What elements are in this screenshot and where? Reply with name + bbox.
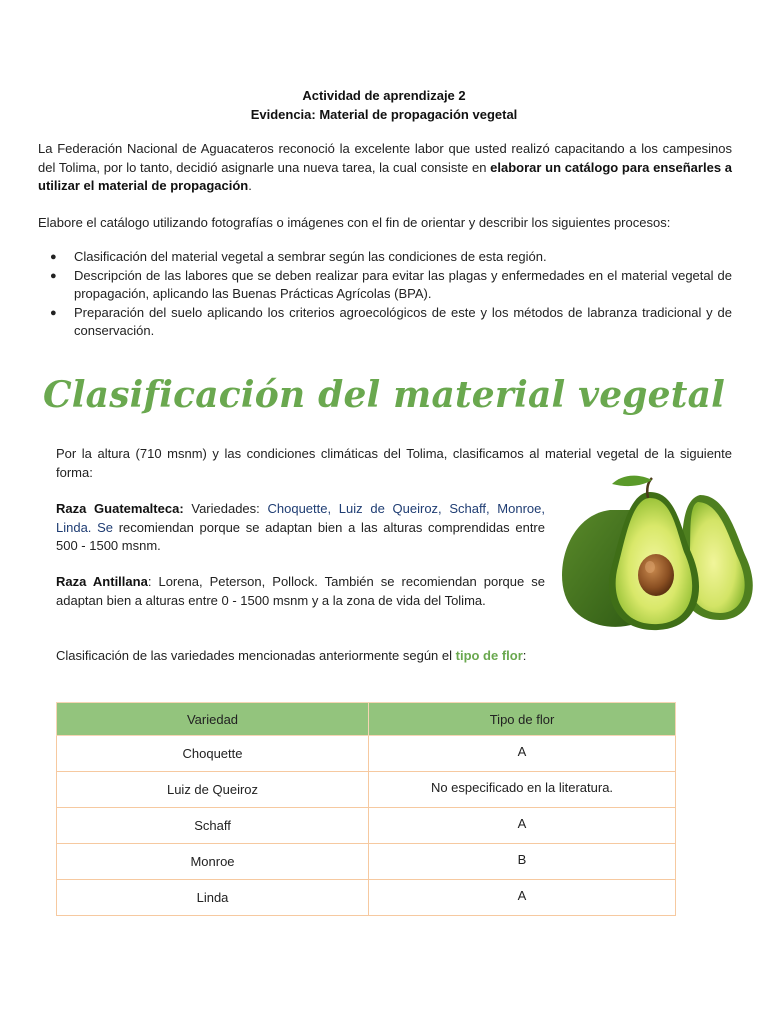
table-header-row <box>57 703 676 736</box>
flower-type-table <box>56 702 676 916</box>
intro-bold-text: elaborar un catálogo para enseñarles a utilizar el material de propagación <box>38 159 732 193</box>
flower-type-cell: A <box>369 808 676 844</box>
list-item: ● Preparación del suelo aplicando los criterios agroecológicos de este y los métodos de labranza tradicional y de conservación. <box>50 304 732 338</box>
altura-paragraph: Por la altura (710 msnm) y las condiciones climáticas del Tolima, clasificamos al material vegetal de la siguiente forma: <box>56 446 732 480</box>
guatemalteca-label: Raza Guatemalteca: <box>56 501 184 516</box>
bullet-icon: ● <box>50 269 57 282</box>
antillana-label: Raza Antillana <box>56 574 148 589</box>
variety-cell: Monroe <box>57 844 369 880</box>
table-row <box>57 808 676 844</box>
bullet-icon: ● <box>50 306 57 319</box>
guatemalteca-varieties: Choquette, Luiz de Queiroz, Schaff, Monroe, Linda. Se <box>56 501 546 535</box>
classification-line: Clasificación de las variedades mencionadas anteriormente según el tipo de flor: <box>56 648 527 663</box>
table-row <box>57 844 676 880</box>
flower-type-cell: B <box>369 844 676 880</box>
avocado-image <box>550 470 768 640</box>
table-row <box>57 736 676 772</box>
process-list <box>40 248 732 341</box>
variety-cell: Luiz de Queiroz <box>57 772 369 808</box>
variety-cell: Schaff <box>57 808 369 844</box>
column-header-tipo-flor: Tipo de flor <box>369 703 676 736</box>
variety-cell: Linda <box>57 880 369 916</box>
variety-cell: Choquette <box>57 736 369 772</box>
table-row <box>57 772 676 808</box>
flower-type-cell: No especificado en la literatura. <box>369 772 676 808</box>
list-item: ● Clasificación del material vegetal a sembrar según las condiciones de esta región. <box>40 248 732 267</box>
evidence-title: Evidencia: Material de propagación vegetal <box>250 107 518 122</box>
intro-text: La Federación Nacional de Aguacateros reconoció la excelente labor que usted realizó capacitando a los campesinos del Tolima, por lo tanto, decidió asignarle una nueva tarea, la cual consiste en <box>38 141 732 175</box>
intro-end: . <box>248 178 252 193</box>
flower-type-highlight: tipo de flor <box>455 648 523 663</box>
section-title: Clasificación del material vegetal <box>42 374 726 416</box>
flower-type-cell: A <box>369 736 676 772</box>
instruction-paragraph: Elabore el catálogo utilizando fotografías o imágenes con el fin de orientar y describir los siguientes procesos: <box>38 215 671 230</box>
column-header-variedad: Variedad <box>57 703 369 736</box>
bullet-icon: ● <box>50 251 57 263</box>
intro-paragraph <box>38 140 732 196</box>
list-item: ● Descripción de las labores que se deben realizar para evitar las plagas y enfermedades en el material vegetal de propagación, aplicando las Buenas Prácticas Agrícolas (BPA). <box>50 267 732 301</box>
guatemalteca-paragraph: Raza Guatemalteca: Variedades: Choquette, Luiz de Queiroz, Schaff, Monroe, Linda. Se recomiendan porque se adaptan bien a las alturas comprendidas entre 500 - 1500 msnm. <box>56 501 546 553</box>
table-row <box>57 880 676 916</box>
flower-type-cell: A <box>369 880 676 916</box>
antillana-paragraph: Raza Antillana: Lorena, Peterson, Pollock. También se recomiendan porque se adaptan bien a alturas entre 0 - 1500 msnm y a la zona de vida del Tolima. <box>56 574 546 608</box>
activity-title: Actividad de aprendizaje 2 <box>302 88 466 103</box>
